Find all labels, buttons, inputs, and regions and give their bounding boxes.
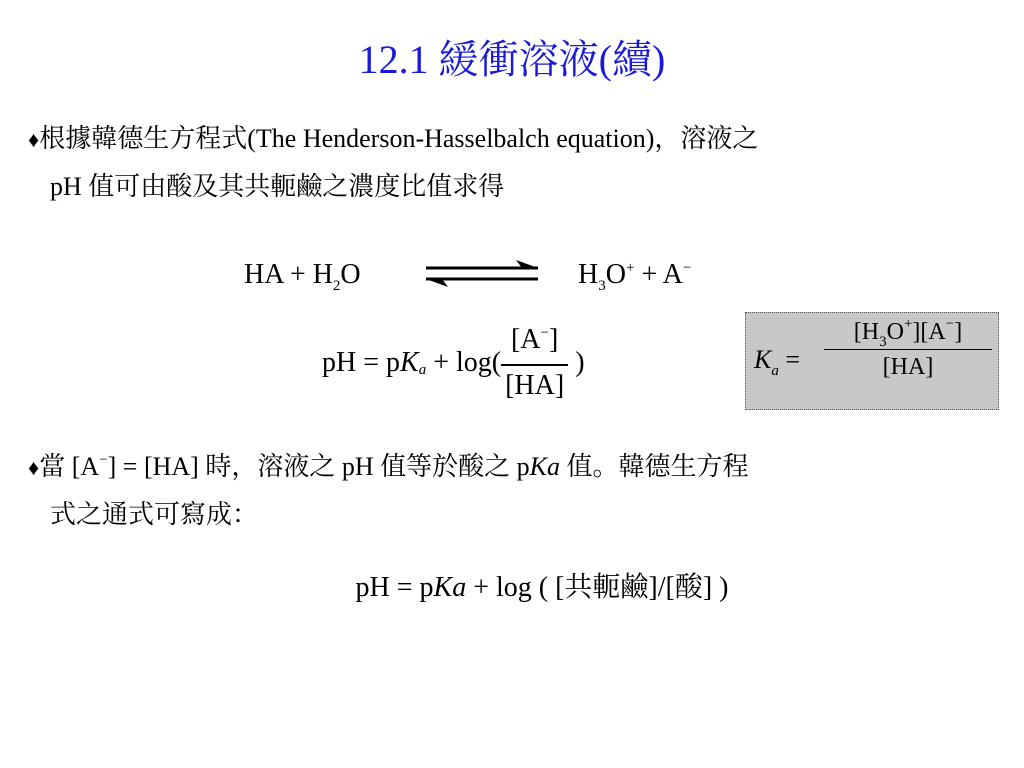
paragraph-2: ♦當 [A−] = [HA] 時，溶液之 pH 值等於酸之 pKa 值。韓德生方程 xyxy=(28,452,749,481)
slide-title: 12.1 緩衝溶液(續) xyxy=(358,37,666,82)
equilibrium-arrow-icon xyxy=(422,259,542,287)
bullet-diamond-icon: ♦ xyxy=(28,455,40,480)
log-ratio-fraction: $\frac{[A^-]}{[HA]}$ xyxy=(501,322,568,404)
bullet-diamond-icon: ♦ xyxy=(28,127,40,152)
reaction-left-side: HA + $H_2O$ xyxy=(244,259,361,294)
general-equation: pH = pKa + log ( [共軛鹼]/[酸] ) xyxy=(355,572,729,603)
henderson-hasselbalch-equation: pH = $pK_a + \log$( $\frac{[A^-]}{[HA]}$ ) xyxy=(322,322,585,404)
ka-fraction: $\frac{[H_3O^+][A^-]}{[HA]}$ xyxy=(824,319,992,381)
paragraph-1 xyxy=(28,118,758,161)
reaction-right-side: $H_3O^+ + A^-$ xyxy=(578,259,692,294)
ka-definition-box: $K_a$ = $\frac{[H_3O^+][A^-]}{[HA]}$ xyxy=(745,312,999,410)
paragraph-1-line-2: pH 值可由酸及其共軛鹼之濃度比值求得 xyxy=(50,172,505,201)
paragraph-2-line-2: 式之通式可寫成： xyxy=(50,500,259,529)
paragraph-1-line-1: 根據韓德生方程式(The Henderson-Hasselbalch equation)，溶液之 xyxy=(39,124,759,153)
